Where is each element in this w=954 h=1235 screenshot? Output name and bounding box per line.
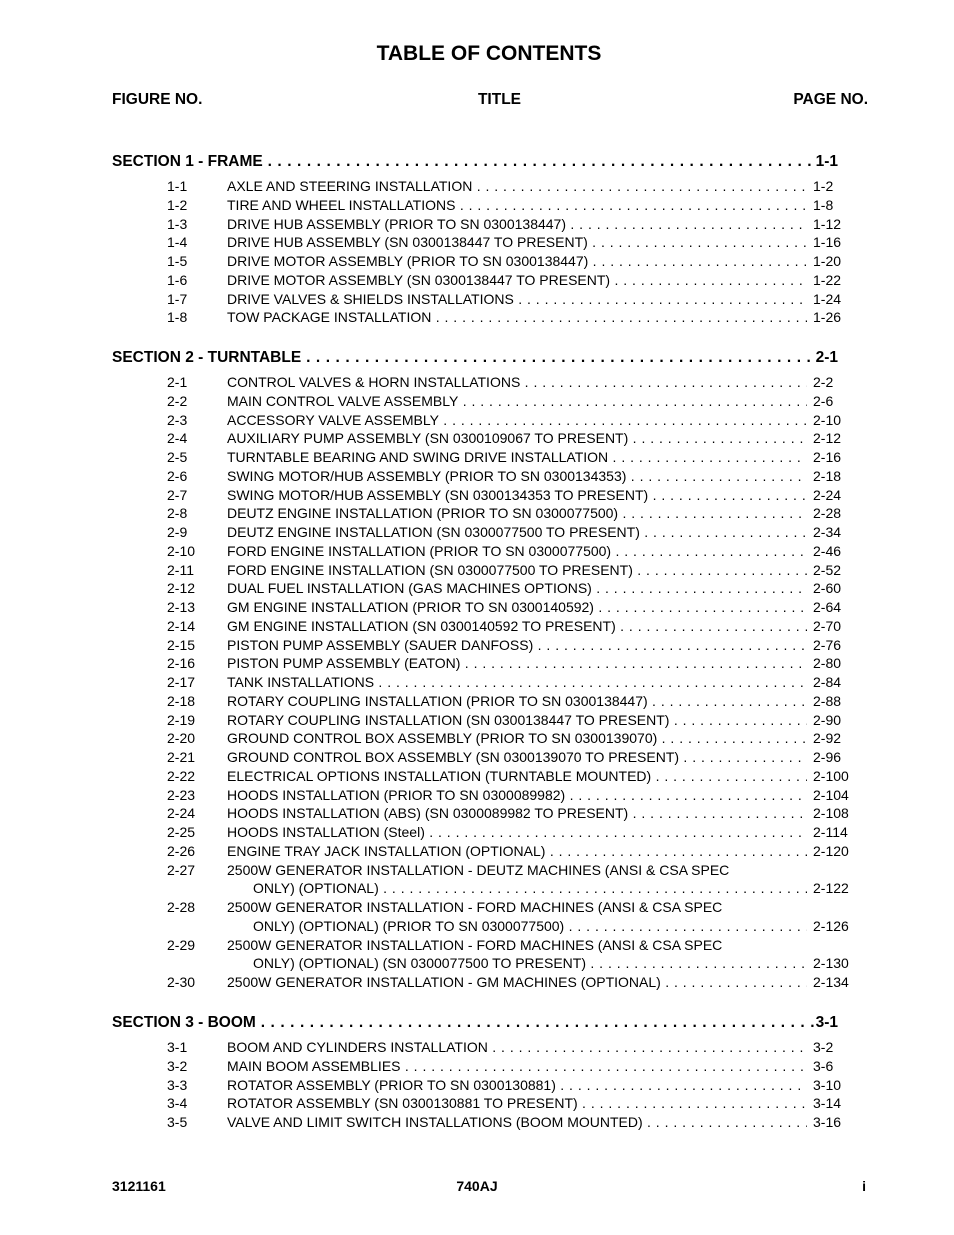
entry-title: GROUND CONTROL BOX ASSEMBLY (PRIOR TO SN 0300139070) . . . [227,730,807,747]
entry-page: 3-2 [813,1039,834,1055]
entry-page: 2-2 [813,374,834,390]
entry-title: DRIVE HUB ASSEMBLY (PRIOR TO SN 0300138447) . . . [227,216,807,233]
figure-number: 2-30 [167,974,196,990]
toc-entry[interactable] [227,749,853,766]
figure-number: 1-6 [167,271,188,288]
figure-number: 1-7 [167,290,188,307]
entry-page: 2-100 [813,767,849,784]
entry-title: HOODS INSTALLATION (PRIOR TO SN 0300089982) . . . [227,787,807,804]
entry-title: DRIVE HUB ASSEMBLY (SN 0300138447 TO PRESENT) . . . [227,234,807,251]
figure-number: 2-24 [167,805,196,822]
entry-title: ROTARY COUPLING INSTALLATION (PRIOR TO SN 0300138447) . . . [227,693,807,710]
entry-title-continued: ONLY) (OPTIONAL) (PRIOR TO SN 0300077500) . . . [253,918,807,935]
toc-entry[interactable] [227,468,853,485]
entry-page: 2-114 [813,824,848,840]
figure-number: 2-25 [167,824,196,840]
entry-title: DEUTZ ENGINE INSTALLATION (SN 0300077500 TO PRESENT) . . . [227,524,807,541]
entry-title: BOOM AND CYLINDERS INSTALLATION . . . [227,1039,807,1056]
toc-entry[interactable] [227,768,853,785]
entry-page: 2-130 [813,955,849,972]
toc-entry[interactable] [227,1114,853,1131]
entry-page: 2-28 [813,505,842,522]
figure-number: 2-17 [167,674,196,690]
entry-title[interactable]: 2500W GENERATOR INSTALLATION - FORD MACHINES (ANSI & CSA SPEC [227,936,723,953]
entry-page: 3-16 [813,1114,842,1130]
figure-number: 2-29 [167,936,196,953]
section-title: SECTION 1 - FRAME . . . [112,153,814,171]
entry-page: 1-20 [813,253,842,269]
entry-page: 2-16 [813,449,842,465]
figure-number: 2-21 [167,749,196,765]
toc-entry[interactable] [227,216,853,233]
toc-entry[interactable] [227,693,853,710]
toc-entry[interactable] [227,843,853,860]
figure-number: 2-27 [167,861,196,878]
figure-number: 2-11 [167,561,194,578]
figure-number: 2-10 [167,542,196,559]
figure-no-header: FIGURE NO. [112,91,203,108]
toc-entry[interactable] [227,562,853,579]
toc-entry[interactable] [227,430,853,447]
toc-entry[interactable] [227,618,853,635]
toc-entry[interactable] [227,178,853,195]
footer-page-number: i [862,1178,866,1194]
figure-number: 2-22 [167,767,196,784]
title-header: TITLE [477,91,522,108]
figure-number: 3-3 [167,1076,188,1093]
figure-number: 2-14 [167,617,196,634]
figure-number: 2-8 [167,505,188,522]
entry-title: TANK INSTALLATIONS . . . [227,674,807,691]
page-no-header: PAGE NO. [793,91,868,108]
toc-entry[interactable] [227,674,853,691]
toc-entry[interactable] [253,955,853,972]
toc-entry[interactable] [227,309,853,326]
entry-page: 2-10 [813,411,842,428]
section-page: 2-1 [815,349,838,366]
figure-number: 2-1 [167,374,188,390]
entry-title-continued: ONLY) (OPTIONAL) . . . [253,880,807,897]
toc-entry[interactable] [227,1095,853,1112]
figure-number: 1-5 [167,253,188,269]
toc-entry[interactable] [227,1058,853,1075]
entry-title: DUAL FUEL INSTALLATION (GAS MACHINES OPTIONS) . . . [227,580,807,597]
figure-number: 1-8 [167,309,188,326]
entry-page: 1-22 [813,271,842,288]
entry-title-continued: ONLY) (OPTIONAL) (SN 0300077500 TO PRESENT) . . . [253,955,807,972]
toc-entry[interactable] [227,580,853,597]
section-page: 3-1 [815,1014,838,1031]
entry-title: ROTATOR ASSEMBLY (PRIOR TO SN 0300130881) . . . [227,1077,807,1094]
entry-page: 2-12 [813,430,842,447]
entry-page: 2-120 [813,842,849,859]
figure-number: 2-19 [167,711,196,728]
entry-page: 2-52 [813,561,842,578]
section-heading[interactable] [112,153,838,173]
figure-number: 3-1 [167,1039,188,1055]
entry-title: CONTROL VALVES & HORN INSTALLATIONS . . . [227,374,807,391]
figure-number: 2-3 [167,411,188,428]
figure-number: 2-20 [167,730,196,747]
footer-model: 740AJ [456,1178,498,1194]
page-title: TABLE OF CONTENTS [376,42,602,65]
figure-number: 2-15 [167,636,196,653]
figure-number: 2-2 [167,392,188,409]
section-heading[interactable] [112,1014,838,1034]
entry-title: GM ENGINE INSTALLATION (PRIOR TO SN 0300140592) . . . [227,599,807,616]
entry-page: 2-88 [813,692,842,709]
entry-title: TOW PACKAGE INSTALLATION . . . [227,309,807,326]
section-heading[interactable] [112,349,838,369]
entry-page: 3-10 [813,1076,842,1093]
entry-page: 1-8 [813,196,834,213]
figure-number: 2-13 [167,599,196,615]
figure-number: 1-3 [167,215,188,232]
entry-title: GROUND CONTROL BOX ASSEMBLY (SN 0300139070 TO PRESENT) . . . [227,749,807,766]
section-title: SECTION 3 - BOOM . . . [112,1014,814,1032]
entry-title: DEUTZ ENGINE INSTALLATION (PRIOR TO SN 0300077500) . . . [227,505,807,522]
entry-title: ENGINE TRAY JACK INSTALLATION (OPTIONAL) . . . [227,843,807,860]
entry-page: 2-64 [813,599,842,615]
entry-title: PISTON PUMP ASSEMBLY (EATON) . . . [227,655,807,672]
entry-title: GM ENGINE INSTALLATION (SN 0300140592 TO PRESENT) . . . [227,618,807,635]
toc-entry[interactable] [227,787,853,804]
figure-number: 2-7 [167,486,188,503]
entry-page: 1-24 [813,290,842,307]
figure-number: 2-26 [167,842,196,859]
entry-title: FORD ENGINE INSTALLATION (PRIOR TO SN 0300077500) . . . [227,543,807,560]
entry-page: 2-90 [813,711,842,728]
toc-entry[interactable] [227,524,853,541]
entry-page: 3-6 [813,1057,834,1074]
toc-entry[interactable] [253,880,853,897]
entry-page: 2-92 [813,730,842,747]
toc-entry[interactable] [227,505,853,522]
figure-number: 2-18 [167,692,196,709]
entry-page: 1-12 [813,215,842,232]
entry-page: 1-16 [813,234,842,251]
entry-title: SWING MOTOR/HUB ASSEMBLY (SN 0300134353 TO PRESENT) . . . [227,487,807,504]
entry-page: 2-46 [813,542,842,559]
entry-page: 2-80 [813,655,842,672]
entry-page: 2-24 [813,486,842,503]
entry-title: DRIVE VALVES & SHIELDS INSTALLATIONS . . . [227,291,807,308]
entry-page: 2-108 [813,805,849,822]
figure-number: 2-23 [167,786,196,803]
entry-title: MAIN CONTROL VALVE ASSEMBLY . . . [227,393,807,410]
entry-title: ROTATOR ASSEMBLY (SN 0300130881 TO PRESENT) . . . [227,1095,807,1112]
figure-number: 3-4 [167,1095,188,1112]
toc-entry[interactable] [227,291,853,308]
toc-entry[interactable] [227,712,853,729]
entry-page: 1-2 [813,178,834,194]
figure-number: 2-4 [167,430,188,447]
toc-entry[interactable] [227,412,853,429]
entry-title: TURNTABLE BEARING AND SWING DRIVE INSTALLATION . . . [227,449,807,466]
section-page: 1-1 [815,153,838,170]
entry-title: VALVE AND LIMIT SWITCH INSTALLATIONS (BOOM MOUNTED) . . . [227,1114,807,1131]
figure-number: 1-2 [167,196,188,213]
figure-number: 2-16 [167,655,196,672]
toc-entry[interactable] [227,599,853,616]
entry-page: 2-134 [813,974,849,990]
toc-entry[interactable] [227,234,853,251]
toc-entry[interactable] [227,805,853,822]
entry-page: 2-96 [813,749,842,765]
entry-title: DRIVE MOTOR ASSEMBLY (PRIOR TO SN 0300138447) . . . [227,253,807,270]
toc-entry[interactable] [227,974,853,991]
figure-number: 2-5 [167,449,188,465]
entry-title: AXLE AND STEERING INSTALLATION . . . [227,178,807,195]
entry-title: HOODS INSTALLATION (ABS) (SN 0300089982 TO PRESENT) . . . [227,805,807,822]
toc-entry[interactable] [227,272,853,289]
toc-entry[interactable] [253,918,853,935]
figure-number: 3-5 [167,1114,188,1130]
figure-number: 1-4 [167,234,188,251]
figure-number: 2-12 [167,580,196,597]
entry-page: 2-126 [813,917,849,934]
entry-title: SWING MOTOR/HUB ASSEMBLY (PRIOR TO SN 0300134353) . . . [227,468,807,485]
figure-number: 2-6 [167,467,188,484]
entry-page: 2-60 [813,580,842,597]
entry-title[interactable]: 2500W GENERATOR INSTALLATION - DEUTZ MACHINES (ANSI & CSA SPEC [227,861,730,878]
entry-page: 2-76 [813,636,842,653]
entry-title: ELECTRICAL OPTIONS INSTALLATION (TURNTABLE MOUNTED) . . . [227,768,807,785]
toc-entry[interactable] [227,1039,853,1056]
entry-title: PISTON PUMP ASSEMBLY (SAUER DANFOSS) . . . [227,637,807,654]
entry-title: ACCESSORY VALVE ASSEMBLY . . . [227,412,807,429]
entry-page: 2-70 [813,617,842,634]
toc-entry[interactable] [227,393,853,410]
toc-entry[interactable] [227,449,853,466]
entry-page: 2-18 [813,467,842,484]
toc-entry[interactable] [227,1077,853,1094]
entry-title: DRIVE MOTOR ASSEMBLY (SN 0300138447 TO PRESENT) . . . [227,272,807,289]
entry-page: 2-122 [813,880,849,897]
figure-number: 1-1 [167,178,188,194]
toc-entry[interactable] [227,374,853,391]
toc-entry[interactable] [227,655,853,672]
entry-title[interactable]: 2500W GENERATOR INSTALLATION - FORD MACHINES (ANSI & CSA SPEC [227,899,723,915]
toc-entry[interactable] [227,487,853,504]
figure-number: 2-9 [167,524,188,540]
entry-page: 2-6 [813,392,834,409]
figure-number: 2-28 [167,899,196,915]
entry-title: ROTARY COUPLING INSTALLATION (SN 0300138447 TO PRESENT) . . . [227,712,807,729]
section-title: SECTION 2 - TURNTABLE . . . [112,349,814,367]
footer-doc-number: 3121161 [112,1178,166,1194]
entry-page: 1-26 [813,309,842,326]
entry-page: 2-84 [813,674,842,690]
entry-page: 3-14 [813,1095,842,1112]
toc-entry[interactable] [227,637,853,654]
entry-page: 2-34 [813,524,842,540]
entry-title: FORD ENGINE INSTALLATION (SN 0300077500 TO PRESENT) . . . [227,562,807,579]
toc-entry[interactable] [227,253,853,270]
entry-title: MAIN BOOM ASSEMBLIES . . . [227,1058,807,1075]
entry-title: TIRE AND WHEEL INSTALLATIONS . . . [227,197,807,214]
entry-title: 2500W GENERATOR INSTALLATION - GM MACHINES (OPTIONAL) . . . [227,974,807,991]
toc-entry[interactable] [227,730,853,747]
figure-number: 3-2 [167,1057,188,1074]
toc-entry[interactable] [227,197,853,214]
toc-entry[interactable] [227,543,853,560]
toc-entry[interactable] [227,824,853,841]
entry-title: AUXILIARY PUMP ASSEMBLY (SN 0300109067 TO PRESENT) . . . [227,430,807,447]
entry-page: 2-104 [813,786,849,803]
entry-title: HOODS INSTALLATION (Steel) . . . [227,824,807,841]
